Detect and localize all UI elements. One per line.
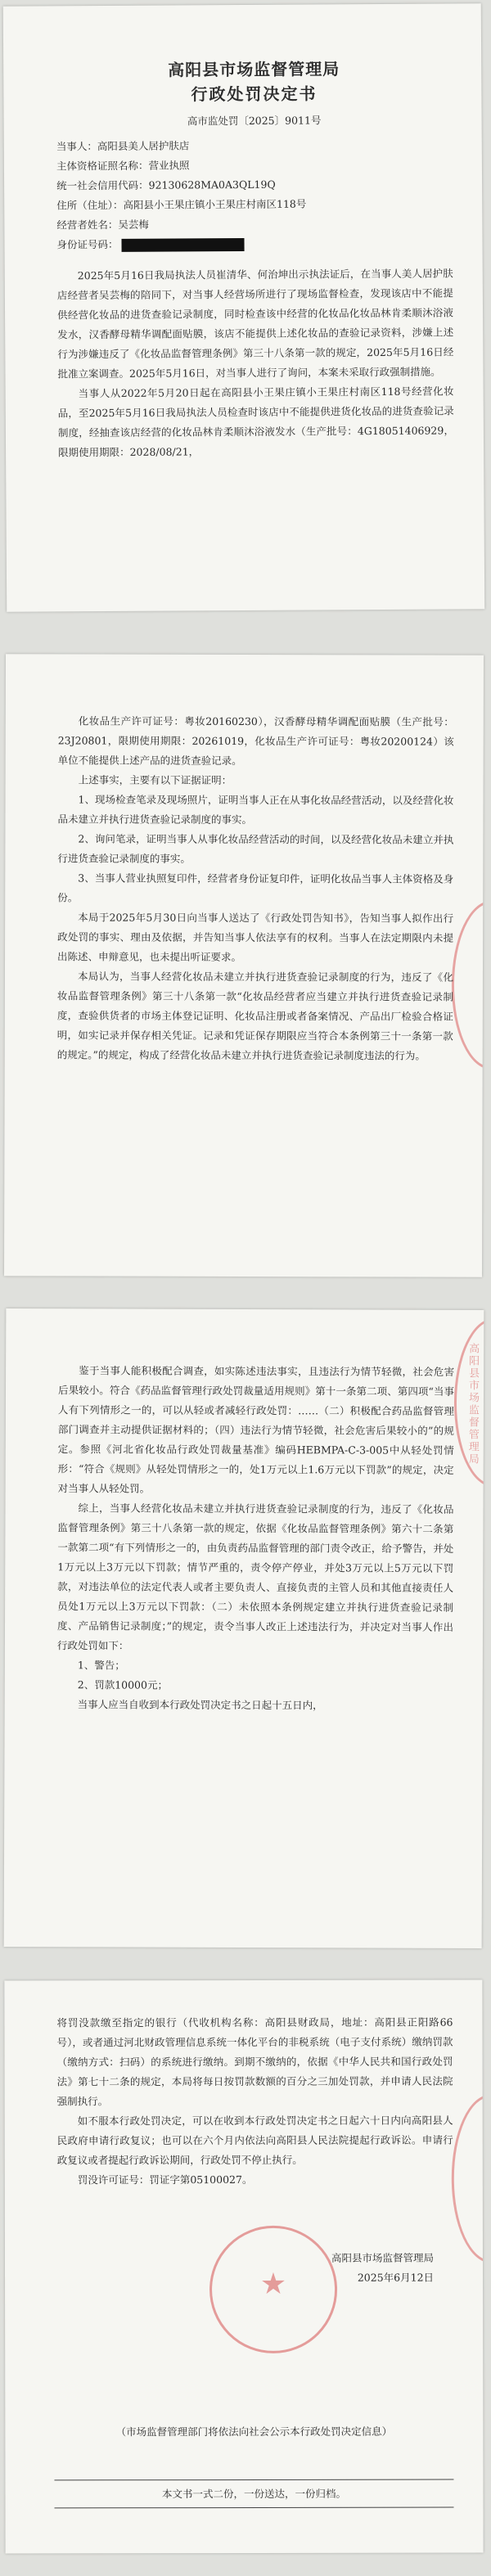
document-page-3 [4,1308,484,1948]
case-paragraph: 当事人从2022年5月20日起在高阳县小王果庄镇小王果庄村南区118号经营化妆品，至2025年5月16日我局执法人员检查时该店中不能提供进货化妆品的进货查验记录制度，经抽查该店经营的化妆品林肯柔顺沐浴液发水（生产批号：4G18051406929，限期使用期限：2028/08/21， [57,385,454,459]
redaction-bar [121,237,244,251]
party-operator: 经营者姓名：吴芸梅 [56,218,149,232]
evidence-item: 3、当事人营业执照复印件，经营者身份证复印件，证明化妆品当事人主体资格及身份。 [57,871,454,904]
evidence-item: 1、现场检查笔录及现场照片，证明当事人正在从事化妆品经营活动，以及经营化妆品未建立并执行进货查验记录制度的事实。 [57,793,454,826]
finding-paragraph: 本局认为，当事人经营化妆品未建立并执行进货查验记录制度的行为，违反了《化妆品监督管理条例》第三十八条第一款“化妆品经营者应当建立并执行进货查验记录制度，查验供货者的市场主体登记证明、化妆品注册或者备案情况、产品出厂检验合格证明，如实记录并保存相关凭证。记录和凭证保存期限应当符合本条例第三十一条第一款的规定。”的规定，构成了经营化妆品未建立并执行进货查验记录制度违法的行为。 [56,970,453,1062]
seal-edge-text: 高阳县市场监督管理局 [466,1342,480,1466]
evidence-item: 2、询问笔录，证明当事人从事化妆品经营活动的时间，以及经营化妆品未建立并执行进货查验记录制度的事实。 [57,832,454,865]
permit-number: 罚没许可证号：罚证字第05100027。 [77,2173,253,2186]
signature-org: 高阳县市场监督管理局 [331,2251,434,2264]
divider [55,2507,454,2509]
document-page-1 [3,3,485,612]
payment-deadline: 当事人应当自收到本行政处罚决定书之日起十五日内， [77,1698,323,1712]
seal-fragment [452,2094,484,2263]
appeal-paragraph: 如不服本行政处罚决定，可以在收到本行政处罚决定书之日起六十日内向高阳县人民政府申请行政复议；也可以在六个月内依法向高阳县人民法院提起行政诉讼。申请行政复议或者提起行政诉讼期间，行政处罚不停止执行。 [56,2114,453,2167]
signature-date: 2025年6月12日 [357,2271,435,2284]
id-label: 身份证号码： [56,237,119,251]
seal-fragment [452,901,484,1070]
notice-paragraph: 本局于2025年5月30日向当事人送达了《行政处罚告知书》，告知当事人拟作出行政处罚的事实、理由及依据，并告知当事人依法享有的权利。当事人在法定期限内未提出陈述、申辩意见，也未提出听证要求。 [57,911,454,963]
document-number: 高市监处罚〔2025〕9011号 [187,114,322,128]
party-address: 住所（住址）：高阳县小王果庄镇小王果庄村南区118号 [56,197,307,212]
document-page-2 [4,654,484,1277]
party-name: 当事人：高阳县美人居护肤店 [56,139,190,153]
seal-star-icon: ★ [259,2267,287,2301]
party-license-type: 主体资格证照名称：营业执照 [56,159,190,173]
agency-title: 高阳县市场监督管理局 [168,59,340,80]
penalty-item: 2、罚款10000元； [77,1678,169,1691]
payment-paragraph: 将罚没款缴至指定的银行（代收机构名称：高阳县财政局，地址：高阳县正阳路66号），或者通过河北财政管理信息系统一体化平台的非税系统（电子支付系统）缴纳罚款（缴纳方式：扫码）的系统进行缴纳。到期不缴纳的，依据《中华人民共和国行政处罚法》第七十二条的规定，本局将每日按罚款数额的百分之三加处罚款，并申请人民法院强制执行。 [56,2015,453,2108]
party-id-number [56,232,453,254]
case-paragraph: 化妆品生产许可证号：粤妆20160230），汉香酵母精华调配面贴膜（生产批号：23J20801，限期使用期限：20261019，化妆品生产许可证号：粤妆20200124）该单位不能提供上述产品的进货查验记录。 [57,714,454,767]
evidence-heading: 上述事实，主要有以下证据证明： [78,773,232,786]
mitigation-paragraph: 鉴于当事人能积极配合调查，如实陈述违法事实，且违法行为情节轻微，社会危害后果较小。符合《药品监督管理行政处罚裁量适用规则》第十一条第二项、第四项“当事人有下列情形之一的，可以从轻或者减轻行政处罚：……（二）积极配合药品监督管理部门调查并主动提供证据材料的；（四）违法行为情节轻微，社会危害后果较小的”的规定。参照《河北省化妆品行政处罚裁量基准》编码HEBMPA-C-3-005中从轻处罚情形：“符合《规则》从轻处罚情形之一的，处1万元以上1.6万元以下罚款”的规定，决定对当事人从轻处罚。 [57,1364,455,1495]
official-seal [209,2226,337,2353]
copies-note: 本文书一式二份，一份送达，一份归档。 [161,2487,346,2501]
decision-paragraph: 综上，当事人经营化妆品未建立并执行进货查验记录制度的行为，违反了《化妆品监督管理条例》第三十八条第一款的规定，依据《化妆品监督管理条例》第六十二条第一款第二项“有下列情形之一的，由负责药品监督管理的部门责令改正，给予警告，并处1万元以上3万元以下罚款；情节严重的，责令停产停业，并处3万元以上5万元以下罚款，对违法单位的法定代表人或者主要负责人、直接负责的主管人员和其他直接责任人员处1万元以上3万元以下罚款：（二）未依照本条例规定建立并执行进货查验记录制度、产品销售记录制度；”的规定，责令当事人改正上述违法行为，并决定对当事人作出行政处罚如下： [56,1502,454,1652]
signature-block [331,2249,434,2288]
publicity-note: （市场监督管理部门将依法向社会公示本行政处罚决定信息） [115,2425,393,2439]
document-page-4 [4,1979,483,2553]
case-paragraph: 2025年5月16日我局执法人员崔清华、何治坤出示执法证后，在当事人美人居护肤店经营者吴芸梅的陪同下，对当事人经营场所进行了现场监督检查，发现该店中不能提供经营化妆品的进货查验记录制度，同时检查该中经营的化妆品化妆品林肯柔顺沐浴液发水，汉香酵母精华调配面贴膜，该店不能提供上述化妆品的查验记录资料，涉嫌上述行为涉嫌违反了《化妆品监督管理条例》第三十八条第一款的规定，2025年5月16日经批准立案调查。2025年5月16日，对当事人进行了询问，本案未采取行政强制措施。 [56,267,454,381]
party-credit-code: 统一社会信用代码：92130628MA0A3QL19Q [56,178,276,192]
divider [54,2479,453,2481]
document-title: 行政处罚决定书 [191,83,318,105]
penalty-item: 1、警告； [77,1659,125,1672]
